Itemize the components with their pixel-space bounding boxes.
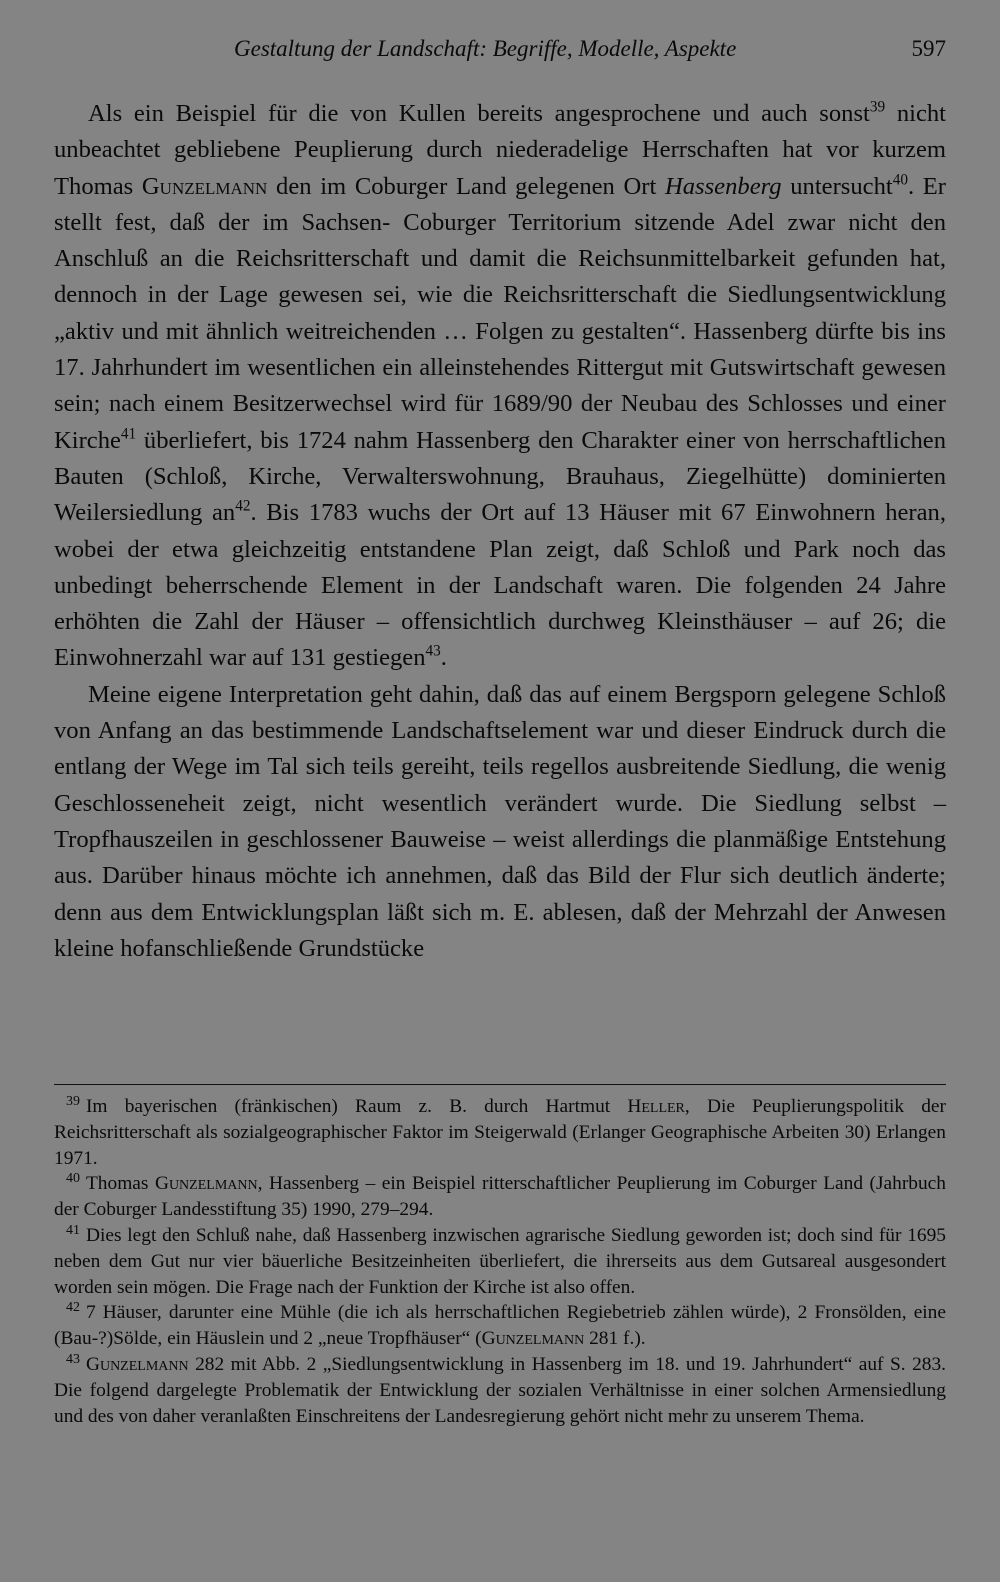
footnote-number: 40: [66, 1171, 80, 1187]
footnote-text: 7 Häuser, darunter eine Mühle (die ich als herrschaftlichen Regiebetrieb zählen würde), 2 Fronsölden, eine (Bau-?)Sölde, ein Häuslein und 2 „neue Tropfhäuser“ (: [54, 1302, 946, 1350]
footnote-ref-40: 40: [892, 171, 908, 189]
footnote-number: 42: [66, 1300, 80, 1316]
author-name: Gunzelmann: [154, 1173, 258, 1195]
footnote-39: [54, 1094, 946, 1171]
footnote-43: [54, 1352, 946, 1429]
footnote-text: Dies legt den Schluß nahe, daß Hassenberg inzwischen agrarische Siedlung geworden ist; doch sind für 1695 neben dem Gut nur vier bäuerliche Besitzeinheiten überliefert, die ihrerseits aus dem Gutsareal ausgesondert worden sein mögen. Die Frage nach der Funktion der Kirche ist also offen.: [54, 1224, 946, 1298]
running-header: [54, 36, 946, 66]
author-name: Gunzelmann: [85, 1353, 189, 1375]
text-run: den im Coburger Land gelegenen Ort: [267, 172, 665, 200]
author-name: Gunzelmann: [141, 172, 268, 200]
footnote-text: 282 mit Abb. 2 „Siedlungsentwicklung in Hassenberg im 18. und 19. Jahrhundert“ auf S. 283. Die folgend dargelegte Problematik der Entwicklung der sozialen Verhältnisse in einer solchen Armensiedlung und des von daher veranlaßten Einschreitens der Landesregierung gehört nicht mehr zu unserem Thema.: [54, 1353, 946, 1427]
footnote-number: 41: [66, 1223, 80, 1239]
footnote-ref-41: 41: [120, 425, 137, 443]
footnotes: [54, 1094, 946, 1429]
author-name: Heller: [627, 1096, 685, 1117]
footnote-text: Im bayerischen (fränkischen) Raum z. B. durch Hartmut: [85, 1096, 628, 1117]
running-title: Gestaltung der Landschaft: Begriffe, Modelle, Aspekte: [234, 36, 737, 61]
text-run: nicht unbeachtet gebliebene Peuplierung durch niederadelige Herrschaften hat vor kurzem Thomas: [54, 100, 946, 200]
footnote-separator: [54, 1084, 946, 1085]
footnote-number: 43: [66, 1352, 80, 1367]
text-run: überliefert, bis 1724 nahm Hassenberg den Charakter einer von herrschaftlichen Bauten (Schloß, Kirche, Verwalterswohnung, Brauhaus, Ziegelhütte) dominierten Weilersiedlung an: [54, 426, 946, 527]
text-run: . Bis 1783 wuchs der Ort auf 13 Häuser mit 67 Einwohnern heran, wobei der etwa gleichzeitig entstandene Plan zeigt, daß Schloß und Park noch das unbedingt beherrschende Element in der Landschaft waren. Die folgenden 24 Jahre erhöhten die Zahl der Häuser – offensichtlich durchweg Kleinsthäuser – auf 26; die Einwohnerzahl war auf 131 gestiegen: [54, 499, 946, 672]
place-name: Hassenberg: [664, 172, 782, 200]
text-run: Als ein Beispiel für die von Kullen bereits angesprochene und auch sonst: [88, 100, 870, 127]
text-run: .: [440, 644, 447, 672]
book-page: [54, 0, 946, 1582]
footnote-42: [54, 1300, 946, 1352]
author-name: Gunzelmann: [481, 1328, 585, 1350]
footnote-text: Thomas: [85, 1173, 155, 1195]
footnote-40: [54, 1171, 946, 1223]
text-run: untersucht: [781, 172, 893, 200]
text-run: . Er stellt fest, daß der im Sachsen- Coburger Territorium sitzende Adel zwar nicht den Anschluß an die Reichsritterschaft und damit die Reichsunmittelbarkeit gefunden hat, dennoch in der Lage gewesen sei, wie die Reichsritterschaft die Siedlungsentwicklung „aktiv und mit ähnlich weitreichenden … Folgen zu gestalten“. Hassenberg dürfte bis ins 17. Jahrhundert im wesentlichen ein alleinstehendes Rittergut mit Gutswirtschaft gewesen sein; nach einem Besitzerwechsel wird für 1689/90 der Neubau des Schlosses und einer Kirche: [54, 172, 946, 454]
footnote-ref-43: 43: [425, 643, 441, 660]
paragraph-1: [54, 96, 946, 677]
main-text: [54, 96, 946, 967]
page-number: 597: [911, 36, 946, 61]
paragraph-2: Meine eigene Interpretation geht dahin, daß das auf einem Bergsporn gelegene Schloß von Anfang an das bestimmende Landschaftselement war und dieser Eindruck durch die entlang der Wege im Tal sich teils gereiht, teils regellos ausbreitende Siedlung, die wenig Geschlosseneheit zeigt, nicht wesentlich verändert wurde. Die Siedlung selbst – Tropfhauszeilen in geschlossener Bauweise – weist allerdings die planmäßige Entstehung aus. Darüber hinaus möchte ich annehmen, daß das Bild der Flur sich deutlich änderte; denn aus dem Entwicklungsplan läßt sich m. E. ablesen, daß der Mehrzahl der Anwesen kleine hofanschließende Grundstücke: [54, 680, 946, 962]
footnote-text: , Hassenberg – ein Beispiel ritterschaftlicher Peuplierung im Coburger Land (Jahrbuch der Coburger Landesstiftung 35) 1990, 279–294.: [54, 1173, 946, 1221]
footnote-text: , Die Peuplierungspolitik der Reichsritterschaft als sozialgeographischer Faktor im Steigerwald (Erlanger Geographische Arbeiten 30) Erlangen 1971.: [54, 1096, 946, 1169]
footnote-text: 281 f.).: [584, 1328, 646, 1350]
footnote-number: 39: [66, 1094, 80, 1110]
footnote-ref-42: 42: [235, 497, 251, 515]
footnote-41: [54, 1223, 946, 1300]
footnote-ref-39: 39: [869, 98, 886, 116]
